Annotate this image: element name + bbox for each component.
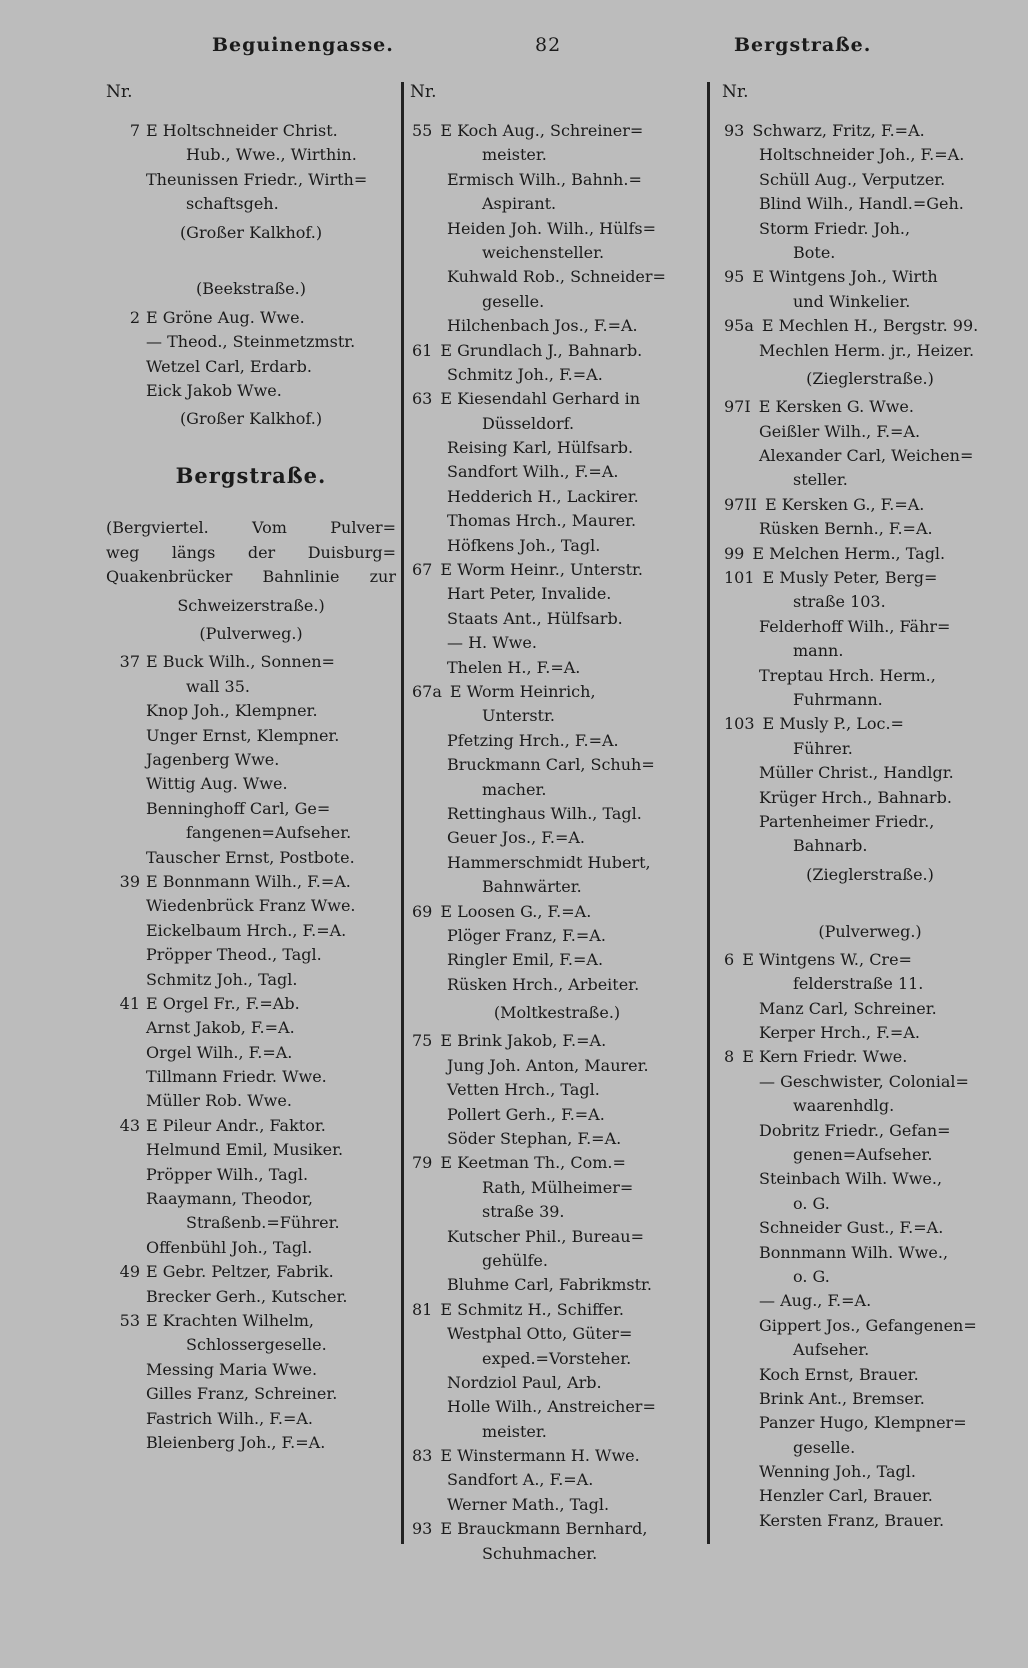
blank-line — [724, 891, 1016, 915]
continuation-line: exped.=Vorsteher. — [482, 1348, 632, 1368]
resident-line: Jung Joh. Anton, Maurer. — [447, 1055, 649, 1075]
entry-text: E Kersken G. Wwe. — [758, 397, 914, 417]
continuation-line: gehülfe. — [482, 1250, 548, 1270]
resident-line: Unger Ernst, Klempner. — [146, 725, 340, 745]
column-3 — [724, 119, 1016, 1533]
street-subheading: (Zieglerstraße.) — [806, 368, 934, 388]
resident-line: Nordziol Paul, Arb. — [447, 1372, 602, 1392]
resident-line: Hedderich H., Lackirer. — [447, 486, 639, 506]
continuation-line: Schlossergeselle. — [186, 1335, 327, 1355]
street-subheading: (Beekstraße.) — [196, 279, 306, 299]
entry-text: E Holtschneider Christ. — [146, 121, 338, 140]
resident-line: Steinbach Wilh. Wwe., — [759, 1169, 943, 1189]
resident-line: Benninghoff Carl, Ge= — [146, 798, 331, 818]
entry-text: E Bonnmann Wilh., F.=A. — [146, 871, 351, 891]
resident-line: Bruckmann Carl, Schuh= — [447, 755, 655, 775]
resident-line: Kersten Franz, Brauer. — [759, 1510, 945, 1530]
continuation-line: Schuhmacher. — [482, 1543, 598, 1563]
page-number: 82 — [535, 34, 562, 56]
house-number: 8 — [724, 1047, 735, 1067]
continuation-line: wall 35. — [186, 676, 250, 696]
resident-line: Felderhoff Wilh., Fähr= — [759, 616, 951, 636]
directory-entry — [106, 1260, 396, 1284]
resident-line: Vetten Hrch., Tagl. — [447, 1080, 600, 1100]
house-number: 39 — [119, 871, 140, 891]
house-number: 2 — [129, 307, 140, 327]
blank-line — [106, 436, 396, 460]
running-head-left: Beguinengasse. — [212, 34, 394, 56]
street-subheading: (Moltkestraße.) — [493, 1003, 621, 1023]
directory-entry — [106, 1114, 396, 1138]
street-subheading: (Großer Kalkhof.) — [179, 409, 323, 429]
resident-line: — Aug., F.=A. — [759, 1291, 872, 1311]
resident-line: Rüsken Hrch., Arbeiter. — [447, 974, 640, 994]
continuation-line: felderstraße 11. — [793, 974, 924, 994]
resident-line: Manz Carl, Schreiner. — [759, 998, 937, 1018]
resident-line: Theunissen Friedr., Wirth= — [146, 169, 368, 189]
resident-line: Hart Peter, Invalide. — [447, 584, 612, 604]
directory-entry — [724, 566, 1016, 590]
directory-entry — [412, 1029, 702, 1053]
continuation-line: meister. — [482, 145, 547, 165]
continuation-line: Bahnwärter. — [482, 877, 582, 897]
directory-entry — [724, 493, 1016, 517]
resident-line: Müller Rob. Wwe. — [146, 1091, 292, 1111]
directory-entry — [412, 1151, 702, 1175]
resident-line: Blind Wilh., Handl.=Geh. — [759, 194, 964, 214]
resident-line: Hilchenbach Jos., F.=A. — [447, 316, 638, 336]
house-number: 41 — [119, 993, 140, 1013]
resident-line: Brecker Gerh., Kutscher. — [146, 1286, 348, 1306]
directory-entry — [106, 1309, 396, 1333]
resident-line: Tillmann Friedr. Wwe. — [146, 1067, 327, 1087]
directory-entry — [724, 314, 1016, 338]
entry-text: E Loosen G., F.=A. — [440, 901, 592, 921]
house-number: 103 — [724, 714, 755, 734]
resident-line: Werner Math., Tagl. — [447, 1494, 610, 1514]
house-number: 95 — [724, 267, 745, 287]
continuation-line: waarenhdlg. — [793, 1096, 895, 1116]
resident-line: Sandfort Wilh., F.=A. — [447, 462, 619, 482]
house-number: 37 — [119, 652, 140, 672]
house-number: 93 — [724, 121, 745, 140]
entry-text: E Krachten Wilhelm, — [146, 1310, 315, 1330]
resident-line: Reising Karl, Hülfsarb. — [447, 438, 634, 458]
entry-text: E Pileur Andr., Faktor. — [146, 1115, 326, 1135]
resident-line: Heiden Joh. Wilh., Hülfs= — [447, 218, 657, 238]
resident-line: Ermisch Wilh., Bahnh.= — [447, 169, 642, 189]
resident-line: Wenning Joh., Tagl. — [759, 1462, 916, 1482]
column-2 — [412, 119, 702, 1566]
entry-text: E Mechlen H., Bergstr. 99. — [761, 316, 979, 336]
directory-entry — [412, 1444, 702, 1468]
house-number: 83 — [412, 1446, 433, 1466]
resident-line: Pröpper Wilh., Tagl. — [146, 1164, 309, 1184]
directory-entry — [412, 558, 702, 582]
resident-line: Storm Friedr. Joh., — [759, 218, 911, 238]
directory-entry — [724, 712, 1016, 736]
continuation-line: o. G. — [793, 1193, 830, 1213]
house-number: 69 — [412, 901, 433, 921]
entry-text: E Buck Wilh., Sonnen= — [146, 652, 335, 672]
directory-entry — [412, 339, 702, 363]
continuation-line: Hub., Wwe., Wirthin. — [186, 145, 357, 165]
entry-text: E Schmitz H., Schiffer. — [440, 1299, 624, 1319]
resident-line: Rettinghaus Wilh., Tagl. — [447, 803, 642, 823]
blank-line — [106, 492, 396, 516]
directory-entry — [724, 119, 1016, 143]
directory-entry — [106, 306, 396, 330]
directory-entry — [724, 1045, 1016, 1069]
resident-line: Offenbühl Joh., Tagl. — [146, 1237, 313, 1257]
resident-line: Söder Stephan, F.=A. — [447, 1129, 622, 1149]
entry-text: E Worm Heinrich, — [449, 681, 596, 701]
continuation-line: weichensteller. — [482, 242, 605, 262]
column-1 — [106, 119, 396, 1455]
entry-text: E Keetman Th., Com.= — [440, 1153, 626, 1173]
directory-entry — [724, 542, 1016, 566]
street-title: Bergstraße. — [175, 463, 327, 489]
directory-entry — [412, 1298, 702, 1322]
resident-line: Sandfort A., F.=A. — [447, 1470, 594, 1490]
nr-label-col3: Nr. — [722, 82, 749, 102]
resident-line: — Theod., Steinmetzmstr. — [146, 332, 356, 352]
street-description: weg längs der Duisburg= — [106, 542, 396, 562]
resident-line: Plöger Franz, F.=A. — [447, 925, 606, 945]
continuation-line: steller. — [793, 470, 848, 490]
resident-line: Ringler Emil, F.=A. — [447, 950, 604, 970]
resident-line: Fastrich Wilh., F.=A. — [146, 1408, 314, 1428]
entry-text: E Winstermann H. Wwe. — [440, 1446, 640, 1466]
entry-text: E Brink Jakob, F.=A. — [440, 1031, 607, 1051]
continuation-line: mann. — [793, 641, 844, 661]
nr-label-col1: Nr. — [106, 82, 133, 102]
resident-line: — Geschwister, Colonial= — [759, 1071, 969, 1091]
house-number: 67 — [412, 560, 433, 580]
continuation-line: meister. — [482, 1421, 547, 1441]
directory-entry — [412, 1517, 702, 1541]
entry-text: E Musly P., Loc.= — [762, 714, 904, 734]
entry-text: E Kiesendahl Gerhard in — [440, 389, 641, 409]
directory-entry — [412, 387, 702, 411]
resident-line: Müller Christ., Handlgr. — [759, 763, 954, 783]
directory-entry — [724, 395, 1016, 419]
resident-line: Helmund Emil, Musiker. — [146, 1140, 344, 1160]
street-description: Quakenbrücker Bahnlinie zur — [106, 567, 396, 587]
continuation-line: Aspirant. — [482, 194, 557, 214]
resident-line: Gippert Jos., Gefangenen= — [759, 1315, 977, 1335]
house-number: 101 — [724, 568, 755, 588]
resident-line: Eickelbaum Hrch., F.=A. — [146, 920, 347, 940]
house-number: 81 — [412, 1299, 433, 1319]
continuation-line: straße 103. — [793, 592, 886, 612]
continuation-line: schaftsgeh. — [186, 194, 279, 214]
resident-line: Orgel Wilh., F.=A. — [146, 1042, 293, 1062]
resident-line: Schmitz Joh., F.=A. — [447, 364, 603, 384]
resident-line: Raaymann, Theodor, — [146, 1189, 313, 1209]
resident-line: Treptau Hrch. Herm., — [759, 665, 936, 685]
resident-line: Jagenberg Wwe. — [146, 749, 280, 769]
resident-line: Staats Ant., Hülfsarb. — [447, 608, 623, 628]
house-number: 61 — [412, 340, 433, 360]
entry-text: E Wintgens Joh., Wirth — [752, 267, 938, 287]
resident-line: Kutscher Phil., Bureau= — [447, 1226, 645, 1246]
street-subheading: (Pulverweg.) — [818, 921, 922, 941]
entry-text: E Gröne Aug. Wwe. — [146, 307, 305, 327]
resident-line: Tauscher Ernst, Postbote. — [146, 847, 355, 867]
resident-line: Brink Ant., Bremser. — [759, 1388, 925, 1408]
blank-line — [106, 249, 396, 273]
resident-line: Messing Maria Wwe. — [146, 1359, 318, 1379]
entry-text: E Musly Peter, Berg= — [762, 568, 938, 588]
resident-line: Höfkens Joh., Tagl. — [447, 535, 601, 555]
resident-line: Eick Jakob Wwe. — [146, 380, 282, 400]
continuation-line: Aufseher. — [793, 1340, 870, 1360]
house-number: 67a — [412, 681, 442, 701]
resident-line: Thelen H., F.=A. — [447, 657, 581, 677]
house-number: 55 — [412, 121, 433, 140]
resident-line: Wittig Aug. Wwe. — [146, 774, 288, 794]
continuation-line: o. G. — [793, 1266, 830, 1286]
house-number: 79 — [412, 1153, 433, 1173]
resident-line: Henzler Carl, Brauer. — [759, 1486, 933, 1506]
resident-line: Kerper Hrch., F.=A. — [759, 1023, 920, 1043]
resident-line: Alexander Carl, Weichen= — [759, 446, 974, 466]
resident-line: Westphal Otto, Güter= — [447, 1324, 633, 1344]
entry-text: E Grundlach J., Bahnarb. — [440, 340, 643, 360]
continuation-line: und Winkelier. — [793, 291, 911, 311]
street-subheading: Schweizerstraße.) — [177, 595, 325, 615]
nr-label-col2: Nr. — [410, 82, 437, 102]
directory-entry — [412, 119, 702, 143]
entry-text: E Wintgens W., Cre= — [742, 949, 912, 969]
resident-line: Geißler Wilh., F.=A. — [759, 421, 921, 441]
entry-text: E Orgel Fr., F.=Ab. — [146, 993, 300, 1013]
resident-line: Dobritz Friedr., Gefan= — [759, 1120, 951, 1140]
house-number: 49 — [119, 1262, 140, 1282]
resident-line: Bluhme Carl, Fabrikmstr. — [447, 1275, 652, 1295]
entry-text: E Gebr. Peltzer, Fabrik. — [146, 1262, 334, 1282]
house-number: 75 — [412, 1031, 433, 1051]
directory-entry — [106, 870, 396, 894]
resident-line: Mechlen Herm. jr., Heizer. — [759, 340, 975, 360]
continuation-line: Führer. — [793, 738, 853, 758]
resident-line: Gilles Franz, Schreiner. — [146, 1384, 338, 1404]
resident-line: Wiedenbrück Franz Wwe. — [146, 896, 356, 916]
continuation-line: Fuhrmann. — [793, 689, 883, 709]
directory-entry — [412, 900, 702, 924]
running-head-right: Bergstraße. — [734, 34, 872, 56]
house-number: 95a — [724, 316, 754, 336]
resident-line: Schneider Gust., F.=A. — [759, 1218, 944, 1238]
entry-text: E Brauckmann Bernhard, — [440, 1519, 648, 1539]
house-number: 63 — [412, 389, 433, 409]
resident-line: Wetzel Carl, Erdarb. — [146, 356, 312, 376]
street-subheading: (Großer Kalkhof.) — [179, 222, 323, 242]
continuation-line: geselle. — [793, 1437, 856, 1457]
resident-line: Geuer Jos., F.=A. — [447, 828, 586, 848]
resident-line: Kuhwald Rob., Schneider= — [447, 267, 666, 287]
resident-line: — H. Wwe. — [447, 633, 537, 653]
entry-text: E Kersken G., F.=A. — [765, 494, 925, 514]
resident-line: Schüll Aug., Verputzer. — [759, 169, 946, 189]
resident-line: Pröpper Theod., Tagl. — [146, 945, 322, 965]
entry-text: E Melchen Herm., Tagl. — [752, 543, 946, 563]
continuation-line: Unterstr. — [482, 706, 555, 726]
resident-line: Arnst Jakob, F.=A. — [146, 1018, 295, 1038]
continuation-line: fangenen=Aufseher. — [186, 823, 352, 843]
continuation-line: macher. — [482, 779, 547, 799]
resident-line: Holtschneider Joh., F.=A. — [759, 145, 965, 165]
column-divider — [401, 82, 404, 1544]
house-number: 53 — [119, 1310, 140, 1330]
directory-entry — [724, 265, 1016, 289]
resident-line: Thomas Hrch., Maurer. — [447, 511, 637, 531]
resident-line: Bonnmann Wilh. Wwe., — [759, 1242, 949, 1262]
resident-line: Krüger Hrch., Bahnarb. — [759, 787, 952, 807]
house-number: 97II — [724, 494, 757, 514]
continuation-line: geselle. — [482, 291, 545, 311]
house-number: 43 — [119, 1115, 140, 1135]
resident-line: Knop Joh., Klempner. — [146, 701, 318, 721]
house-number: 97I — [724, 397, 751, 417]
directory-entry — [412, 680, 702, 704]
entry-text: E Kern Friedr. Wwe. — [742, 1047, 908, 1067]
resident-line: Holle Wilh., Anstreicher= — [447, 1397, 656, 1417]
resident-line: Pfetzing Hrch., F.=A. — [447, 730, 619, 750]
street-subheading: (Pulverweg.) — [199, 624, 303, 644]
house-number: 6 — [724, 949, 735, 969]
directory-entry — [724, 948, 1016, 972]
resident-line: Panzer Hugo, Klempner= — [759, 1413, 967, 1433]
house-number: 99 — [724, 543, 745, 563]
continuation-line: genen=Aufseher. — [793, 1145, 933, 1165]
street-description: (Bergviertel. Vom Pulver= — [106, 518, 396, 538]
house-number: 7 — [129, 121, 140, 140]
entry-text: E Worm Heinr., Unterstr. — [440, 560, 643, 580]
entry-text: Schwarz, Fritz, F.=A. — [752, 121, 925, 140]
continuation-line: Rath, Mülheimer= — [482, 1177, 634, 1197]
resident-line: Partenheimer Friedr., — [759, 811, 935, 831]
resident-line: Hammerschmidt Hubert, — [447, 852, 651, 872]
resident-line: Koch Ernst, Brauer. — [759, 1364, 919, 1384]
continuation-line: Düsseldorf. — [482, 413, 575, 433]
continuation-line: Straßenb.=Führer. — [186, 1213, 340, 1233]
resident-line: Pollert Gerh., F.=A. — [447, 1104, 605, 1124]
directory-entry — [106, 119, 396, 143]
house-number: 93 — [412, 1519, 433, 1539]
directory-entry — [106, 992, 396, 1016]
resident-line: Rüsken Bernh., F.=A. — [759, 519, 933, 539]
resident-line: Schmitz Joh., Tagl. — [146, 969, 298, 989]
continuation-line: straße 39. — [482, 1202, 565, 1222]
directory-entry — [106, 650, 396, 674]
continuation-line: Bote. — [793, 242, 836, 262]
resident-line: Bleienberg Joh., F.=A. — [146, 1432, 326, 1452]
street-subheading: (Zieglerstraße.) — [806, 864, 934, 884]
column-divider — [707, 82, 710, 1544]
continuation-line: Bahnarb. — [793, 836, 868, 856]
entry-text: E Koch Aug., Schreiner= — [440, 121, 644, 140]
